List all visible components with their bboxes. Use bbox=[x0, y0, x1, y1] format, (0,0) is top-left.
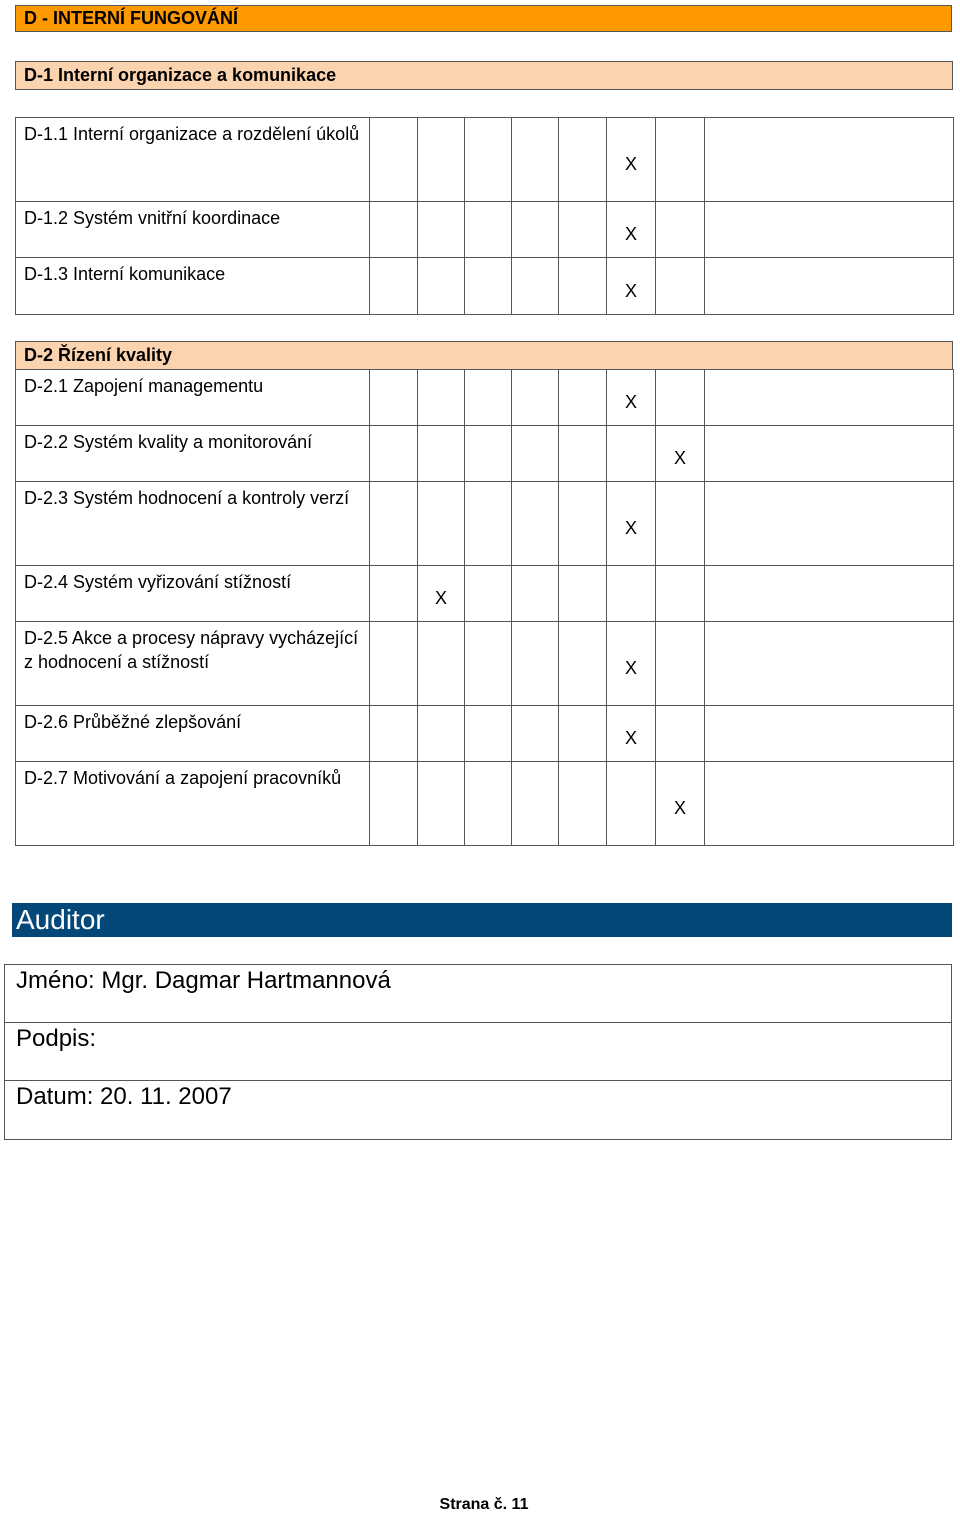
rating-cell bbox=[418, 482, 465, 566]
criterion-label: D-2.5 Akce a procesy nápravy vycházející z hodnocení a stížností bbox=[16, 622, 370, 706]
rating-cell bbox=[370, 118, 418, 202]
rating-mark: X bbox=[607, 202, 656, 258]
rating-cell bbox=[465, 482, 512, 566]
rating-cell bbox=[559, 706, 607, 762]
rating-cell bbox=[370, 258, 418, 315]
rating-cell bbox=[465, 762, 512, 846]
rating-mark: X bbox=[418, 566, 465, 622]
table-row bbox=[16, 622, 954, 706]
rating-cell bbox=[418, 370, 465, 426]
rating-cell bbox=[370, 482, 418, 566]
rating-cell bbox=[559, 118, 607, 202]
rating-cell bbox=[656, 370, 705, 426]
rating-cell bbox=[418, 622, 465, 706]
rating-cell bbox=[370, 566, 418, 622]
auditor-box bbox=[4, 964, 952, 1140]
table-row bbox=[16, 370, 954, 426]
rating-cell bbox=[705, 482, 954, 566]
rating-cell bbox=[465, 706, 512, 762]
rating-cell bbox=[559, 370, 607, 426]
rating-cell bbox=[465, 118, 512, 202]
rating-cell bbox=[370, 202, 418, 258]
rating-cell bbox=[512, 482, 559, 566]
table-row bbox=[16, 118, 954, 202]
group-header-d1: D-1 Interní organizace a komunikace bbox=[15, 61, 953, 90]
rating-cell bbox=[370, 370, 418, 426]
criterion-label: D-1.2 Systém vnitřní koordinace bbox=[16, 202, 370, 258]
rating-cell bbox=[418, 202, 465, 258]
rating-cell bbox=[607, 566, 656, 622]
rating-cell bbox=[559, 258, 607, 315]
table-row bbox=[16, 706, 954, 762]
rating-cell bbox=[512, 622, 559, 706]
rating-mark: X bbox=[607, 706, 656, 762]
rating-cell bbox=[512, 706, 559, 762]
rating-cell bbox=[705, 426, 954, 482]
table-row bbox=[16, 762, 954, 846]
rating-cell bbox=[705, 566, 954, 622]
rating-cell bbox=[418, 118, 465, 202]
rating-cell bbox=[418, 258, 465, 315]
rating-cell bbox=[418, 426, 465, 482]
rating-cell bbox=[705, 202, 954, 258]
rating-mark: X bbox=[607, 118, 656, 202]
rating-cell bbox=[559, 426, 607, 482]
rating-cell bbox=[705, 622, 954, 706]
rating-cell bbox=[656, 566, 705, 622]
criterion-label: D-2.7 Motivování a zapojení pracovníků bbox=[16, 762, 370, 846]
criterion-label: D-2.6 Průběžné zlepšování bbox=[16, 706, 370, 762]
rating-cell bbox=[418, 762, 465, 846]
rating-cell bbox=[512, 426, 559, 482]
rating-cell bbox=[512, 202, 559, 258]
auditor-title: Auditor bbox=[12, 903, 952, 937]
rating-cell bbox=[656, 622, 705, 706]
table-row bbox=[16, 202, 954, 258]
rating-cell bbox=[512, 118, 559, 202]
rating-cell bbox=[656, 706, 705, 762]
rating-cell bbox=[559, 622, 607, 706]
rating-cell bbox=[512, 566, 559, 622]
rating-mark: X bbox=[656, 762, 705, 846]
rating-cell bbox=[370, 706, 418, 762]
rating-cell bbox=[607, 762, 656, 846]
rating-cell bbox=[465, 426, 512, 482]
criterion-label: D-2.2 Systém kvality a monitorování bbox=[16, 426, 370, 482]
table-row bbox=[16, 482, 954, 566]
rating-cell bbox=[370, 762, 418, 846]
rating-cell bbox=[465, 258, 512, 315]
rating-cell bbox=[656, 482, 705, 566]
rating-cell bbox=[465, 566, 512, 622]
table-row bbox=[16, 566, 954, 622]
table-row bbox=[16, 426, 954, 482]
criterion-label: D-2.3 Systém hodnocení a kontroly verzí bbox=[16, 482, 370, 566]
page-number: Strana č. 11 bbox=[439, 1496, 529, 1513]
table-row bbox=[16, 258, 954, 315]
section-header: D - INTERNÍ FUNGOVÁNÍ bbox=[15, 5, 952, 32]
rating-cell bbox=[512, 370, 559, 426]
rating-cell bbox=[512, 258, 559, 315]
rating-cell bbox=[465, 370, 512, 426]
rating-cell bbox=[656, 258, 705, 315]
rating-cell bbox=[607, 426, 656, 482]
rating-cell bbox=[559, 762, 607, 846]
rating-cell bbox=[370, 622, 418, 706]
rating-cell bbox=[705, 118, 954, 202]
rating-cell bbox=[512, 762, 559, 846]
rating-cell bbox=[465, 202, 512, 258]
rating-cell bbox=[656, 118, 705, 202]
rating-cell bbox=[705, 706, 954, 762]
rating-cell bbox=[370, 426, 418, 482]
rating-cell bbox=[418, 706, 465, 762]
rating-mark: X bbox=[656, 426, 705, 482]
criteria-table-d1 bbox=[15, 117, 954, 315]
criteria-table-d2 bbox=[15, 369, 954, 846]
rating-cell bbox=[559, 202, 607, 258]
criterion-label: D-2.4 Systém vyřizování stížností bbox=[16, 566, 370, 622]
rating-cell bbox=[559, 482, 607, 566]
rating-cell bbox=[705, 762, 954, 846]
rating-cell bbox=[705, 370, 954, 426]
criterion-label: D-1.1 Interní organizace a rozdělení úkolů bbox=[16, 118, 370, 202]
rating-mark: X bbox=[607, 258, 656, 315]
rating-cell bbox=[465, 622, 512, 706]
rating-mark: X bbox=[607, 482, 656, 566]
group-header-d2: D-2 Řízení kvality bbox=[15, 341, 953, 370]
auditor-signature: Podpis: bbox=[5, 1023, 951, 1081]
rating-mark: X bbox=[607, 622, 656, 706]
rating-cell bbox=[656, 202, 705, 258]
criterion-label: D-2.1 Zapojení managementu bbox=[16, 370, 370, 426]
auditor-date: Datum: 20. 11. 2007 bbox=[16, 1083, 232, 1110]
rating-mark: X bbox=[607, 370, 656, 426]
rating-cell bbox=[705, 258, 954, 315]
auditor-name: Jméno: Mgr. Dagmar Hartmannová bbox=[5, 965, 951, 1023]
criterion-label: D-1.3 Interní komunikace bbox=[16, 258, 370, 315]
rating-cell bbox=[559, 566, 607, 622]
